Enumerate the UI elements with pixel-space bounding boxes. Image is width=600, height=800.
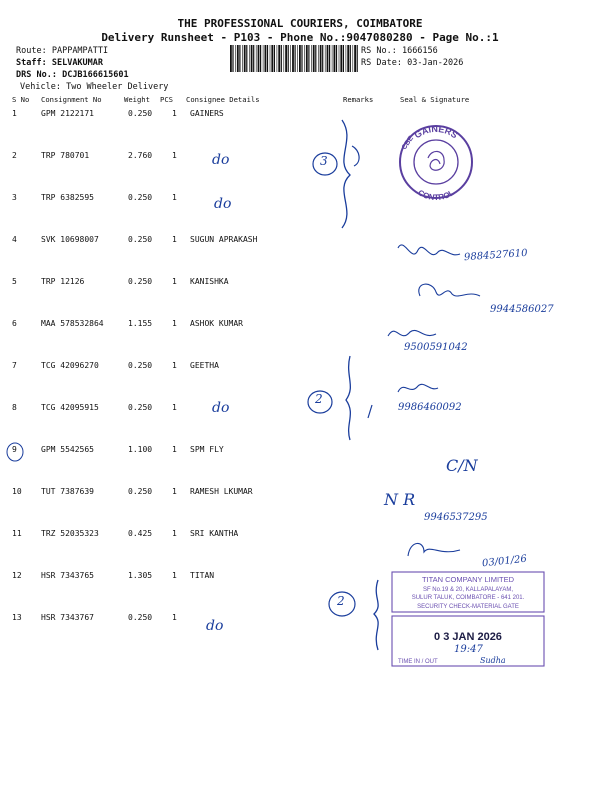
col-pcs: PCS [160, 95, 173, 104]
row-sno: 11 [12, 529, 22, 538]
row-sno: 8 [12, 403, 17, 412]
row-consignee: SRI KANTHA [190, 529, 239, 538]
col-sno: S No [12, 95, 30, 104]
row-consignment-no: HSR 7343767 [41, 613, 94, 622]
nr-note: N R [384, 490, 416, 509]
row-weight: 0.250 [128, 487, 153, 496]
table-row [0, 319, 600, 359]
sig-phone-row5: 9944586027 [490, 304, 554, 315]
sig-phone-row4: 9884527610 [463, 247, 528, 264]
row-weight: 1.305 [128, 571, 153, 580]
col-remarks: Remarks [343, 95, 374, 104]
row-weight: 2.760 [128, 151, 153, 160]
titan-date: 0 3 JAN 2026 [434, 631, 502, 643]
staff-line [16, 58, 103, 68]
row-consignee: RAMESH LKUMAR [190, 487, 253, 496]
row-consignment-no: TRZ 52035323 [41, 529, 99, 538]
staff-value: SELVAKUMAR [51, 58, 104, 68]
row-sno: 10 [12, 487, 22, 496]
titan-line4: SECURITY CHECK-MATERIAL GATE [417, 604, 519, 610]
row-sno: 6 [12, 319, 17, 328]
row-consignee: GAINERS [190, 109, 224, 118]
ditto-row2: do [212, 152, 230, 168]
row-sno: 4 [12, 235, 17, 244]
route-line [16, 46, 108, 56]
row-sno: 1 [12, 109, 17, 118]
row-pcs: 1 [172, 361, 177, 370]
row-weight: 0.425 [128, 529, 153, 538]
rs-no-line [361, 46, 438, 56]
titan-line2: SF No.19 & 20, KALLAPALAYAM, [422, 587, 514, 593]
seal-top-text: GAINERS [412, 123, 460, 141]
rs-no-value: 1666156 [401, 46, 438, 56]
col-consignee: Consignee Details [186, 95, 260, 104]
row-consignee: SPM FLY [190, 445, 224, 454]
row-sno: 12 [12, 571, 22, 580]
titan-time-label: TIME IN / OUT [398, 659, 438, 665]
row-weight: 1.100 [128, 445, 153, 454]
row-consignee: KANISHKA [190, 277, 229, 286]
row-pcs: 1 [172, 445, 177, 454]
vehicle-line [20, 82, 168, 92]
seal-bottom-text: CONTROL [416, 188, 456, 203]
ditto-row8: do [212, 400, 230, 416]
row-consignment-no: HSR 7343765 [41, 571, 94, 580]
row-sno: 9 [12, 445, 17, 454]
rs-date-label: RS Date: [361, 58, 402, 68]
table-row [0, 445, 600, 485]
row-pcs: 1 [172, 613, 177, 622]
row-sno: 13 [12, 613, 22, 622]
row-pcs: 1 [172, 487, 177, 496]
row-pcs: 1 [172, 235, 177, 244]
row-consignment-no: TCG 42096270 [41, 361, 99, 370]
row-consignee: ASHOK KUMAR [190, 319, 243, 328]
row-consignment-no: TRP 12126 [41, 277, 85, 286]
row-sno: 7 [12, 361, 17, 370]
drs-value: DCJB166615601 [62, 70, 129, 80]
table-row [0, 193, 600, 233]
route-value: PAPPAMPATTI [51, 46, 109, 56]
table-row [0, 487, 600, 527]
row-sno: 5 [12, 277, 17, 286]
row-consignee: GEETHA [190, 361, 219, 370]
row-weight: 0.250 [128, 235, 153, 244]
row-pcs: 1 [172, 571, 177, 580]
row-weight: 0.250 [128, 403, 153, 412]
row-weight: 0.250 [128, 613, 153, 622]
row-consignment-no: SVK 10698007 [41, 235, 99, 244]
rs-date-line [361, 58, 463, 68]
row-pcs: 1 [172, 277, 177, 286]
rs-no-label: RS No.: [361, 46, 397, 56]
titan-line3: SULUR TALUK, COIMBATORE - 641 201. [411, 595, 525, 601]
staff-label: Staff: [16, 58, 47, 68]
row-weight: 0.250 [128, 277, 153, 286]
time-in-value: 19:47 [454, 644, 483, 655]
vehicle-label: Vehicle: [20, 82, 61, 92]
row-consignee: SUGUN APRAKASH [190, 235, 258, 244]
time-in-sub: Sudha [480, 656, 506, 665]
sig-phone-row6: 9500591042 [404, 342, 468, 353]
table-row [0, 613, 600, 653]
row-consignment-no: TRP 6382595 [41, 193, 94, 202]
table-row [0, 571, 600, 611]
row-sno: 3 [12, 193, 17, 202]
row-pcs: 1 [172, 151, 177, 160]
row-pcs: 1 [172, 319, 177, 328]
cn-note: C/N [446, 456, 478, 475]
row-consignment-no: MAA 578532864 [41, 319, 104, 328]
remark-count-c: 2 [337, 594, 345, 608]
vehicle-value: Two Wheeler Delivery [66, 82, 169, 92]
row-pcs: 1 [172, 193, 177, 202]
document-title: THE PROFESSIONAL COURIERS, COIMBATORE [177, 17, 423, 30]
row-consignee: TITAN [190, 571, 215, 580]
col-weight: Weight [124, 95, 150, 104]
table-row [0, 361, 600, 401]
remark-count-b: 2 [315, 392, 323, 406]
row-weight: 0.250 [128, 193, 153, 202]
table-row [0, 151, 600, 191]
rs-date-value: 03-Jan-2026 [407, 58, 464, 68]
row-consignment-no: TRP 780701 [41, 151, 90, 160]
row-pcs: 1 [172, 403, 177, 412]
row-consignment-no: GPM 2122171 [41, 109, 94, 118]
remark-count-a: 3 [320, 154, 328, 168]
row-pcs: 1 [172, 529, 177, 538]
row-consignment-no: GPM 5542565 [41, 445, 94, 454]
document-subtitle: Delivery Runsheet - P103 - Phone No.:9047080280 - Page No.:1 [101, 31, 499, 44]
row-weight: 1.155 [128, 319, 153, 328]
row-pcs: 1 [172, 109, 177, 118]
col-seal-signature: Seal & Signature [400, 95, 470, 104]
drs-line [16, 70, 129, 80]
table-row [0, 109, 600, 152]
row-sno: 2 [12, 151, 17, 160]
row-weight: 0.250 [128, 109, 153, 118]
titan-line1: TITAN COMPANY LIMITED [421, 575, 515, 584]
route-label: Route: [16, 46, 47, 56]
seal-side-text: CBE [400, 135, 416, 152]
barcode-image [230, 45, 358, 72]
row-consignment-no: TCG 42095915 [41, 403, 99, 412]
ditto-row3: do [214, 196, 232, 212]
row-consignment-no: TUT 7387639 [41, 487, 94, 496]
row-weight: 0.250 [128, 361, 153, 370]
drs-label: DRS No.: [16, 70, 57, 80]
table-row [0, 403, 600, 443]
ditto-row13: do [206, 618, 224, 634]
col-consignment: Consignment No [41, 95, 102, 104]
sig-date-row11: 03/01/26 [481, 553, 528, 570]
sig-phone-row8: 9986460092 [398, 402, 462, 413]
sig-phone-row10: 9946537295 [424, 512, 488, 523]
